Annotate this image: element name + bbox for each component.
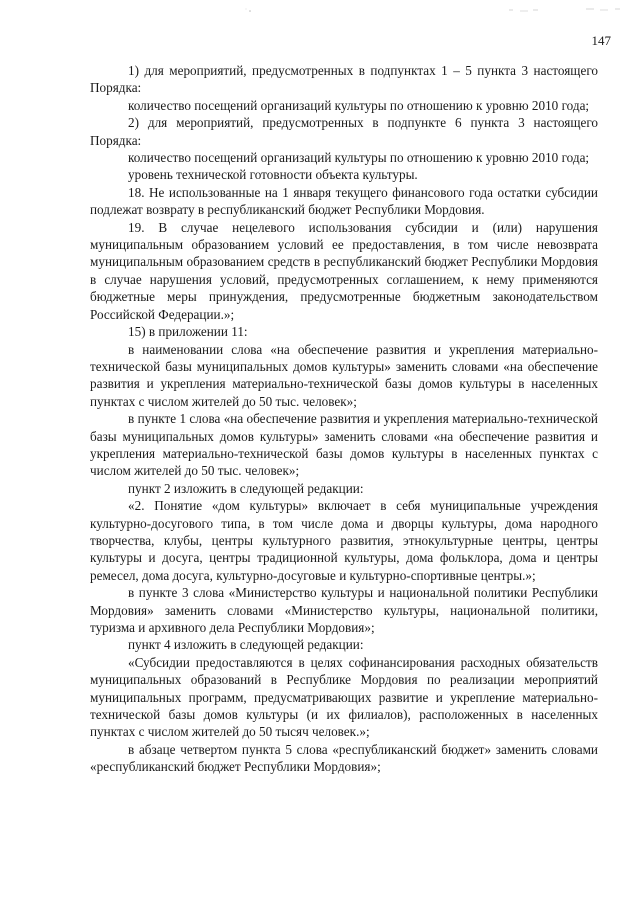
paragraph-1: 1) для мероприятий, предусмотренных в подпунктах 1 – 5 пункта 3 настоящего Порядка: (90, 63, 598, 96)
paragraph-14: пункт 4 изложить в следующей редакции: (128, 637, 364, 653)
paragraph-11: пункт 2 изложить в следующей редакции: (128, 480, 364, 496)
scan-artifact-marks (0, 6, 640, 16)
paragraph-6: 18. Не использованные на 1 января текущего финансового года остатки субсидии подлежат возврату в республиканский бюджет Республики Мордовия. (90, 184, 598, 218)
paragraph-12: «2. Понятие «дом культуры» включает в себя муниципальные учреждения культурно-досугового типа, в том числе дома и дворцы культуры, дома народного творчества, клубы, центры культурного развития, этнокультурные центры, центры культуры и досуга, центры традиционной культуры, дома фольклора, дома и центры ремесел, дома досуга, культурно-досуговые и культурно-спортивные центры.»; (90, 498, 598, 583)
paragraph-3: 2) для мероприятий, предусмотренных в подпункте 6 пункта 3 настоящего Порядка: (90, 115, 598, 148)
page-number: 147 (591, 33, 611, 48)
paragraph-4: количество посещений организаций культуры по отношению к уровню 2010 года; (128, 150, 590, 166)
paragraph-5: уровень технической готовности объекта культуры. (128, 167, 418, 183)
paragraph-13: в пункте 3 слова «Министерство культуры и национальной политики Республики Мордовия» заменить словами «Министерство культуры, национальной политики, туризма и архивного дела Республики Мордовия»; (90, 585, 598, 635)
document-body (90, 62, 598, 776)
paragraph-16: в абзаце четвертом пункта 5 слова «республиканский бюджет» заменить словами «республиканский бюджет Республики Мордовия»; (90, 741, 598, 775)
paragraph-8: 15) в приложении 11: (128, 324, 248, 340)
paragraph-9: в наименовании слова «на обеспечение развития и укрепления материально-технической базы муниципальных домов культуры» заменить словами «на обеспечение развития и укрепления материально-технической базы домов культуры в населенных пунктах с числом жителей до 50 тыс. человек»; (90, 341, 598, 409)
paragraph-7: 19. В случае нецелевого использования субсидии и (или) нарушения муниципальным образованием условий ее предоставления, в том числе невозврата муниципальным образованием средств в республиканский бюджет Республики Мордовия в случае нарушения условий, предусмотренных соглашением, к нему применяются бюджетные меры принуждения, предусмотренные бюджетным законодательством Российской Федерации.»; (90, 219, 598, 322)
paragraph-10: в пункте 1 слова «на обеспечение развития и укрепления материально-технической базы муниципальных домов культуры» заменить словами «на обеспечение развития и укрепления материально-технической базы домов культуры в населенных пунктах с числом жителей до 50 тыс. человек»; (90, 411, 598, 479)
paragraph-15: «Субсидии предоставляются в целях софинансирования расходных обязательств муниципальных образований в Республике Мордовия по реализации мероприятий муниципальных программ, предусматривающих развитие и укрепление материально-технической базы домов культуры (и их филиалов), расположенных в населенных пунктах с числом жителей до 50 тысяч человек.»; (90, 654, 598, 740)
paragraph-2: количество посещений организаций культуры по отношению к уровню 2010 года; (128, 97, 590, 113)
